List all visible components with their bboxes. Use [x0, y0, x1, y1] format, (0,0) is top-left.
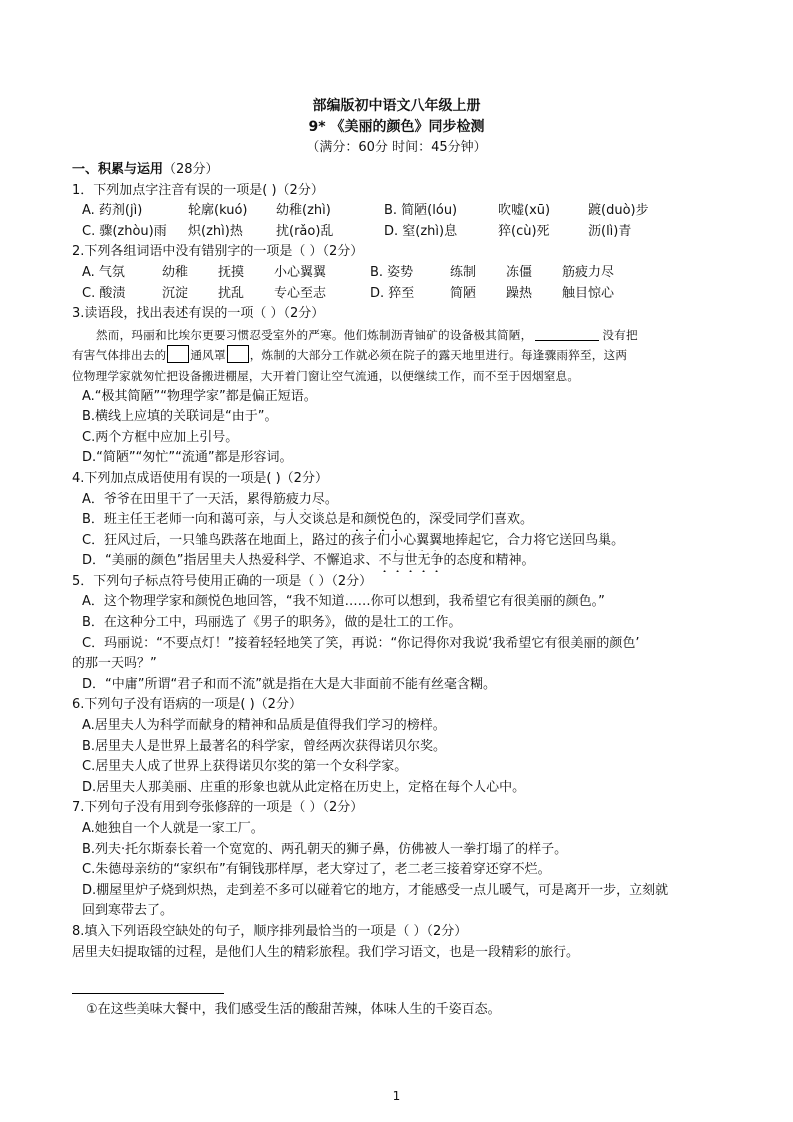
option-a: A.她独自一个人就是一家工厂。: [82, 821, 264, 836]
option-c: C.居里夫人成了世界上获得诺贝尔奖的第一个女科学家。: [82, 759, 408, 775]
section-heading: [72, 160, 724, 181]
option-d: D.居里夫人那美丽、庄重的形象也就从此定格在历史上，定格在每个人心中。: [82, 779, 526, 795]
footnote-divider: [72, 993, 224, 994]
option-text: D. 猝至: [370, 285, 415, 301]
option-text: A. 药剂(jì): [82, 203, 143, 219]
option-a: A．这个物理学家和颜悦色地回答，“我不知道……你可以想到，我希望它有很美丽的颜色。”: [82, 594, 605, 610]
option-a: A.“极其简陋”“物理学家”都是偏正短语。: [82, 388, 317, 404]
option-d: D．“中庸”所谓“君子和而不流”就是指在大是大非面前不能有丝毫含糊。: [82, 676, 496, 692]
option-text: 专心至志: [274, 285, 327, 301]
option-text: B. 简陋(lóu): [384, 203, 458, 219]
option-text: 沉淀: [162, 285, 189, 301]
option-b: [72, 510, 724, 531]
question-8-stem: 8.填入下列语段空缺处的句子，顺序排列最恰当的一项是（ ）（2分）: [72, 923, 468, 939]
dotted-idiom: 和颜悦色: [350, 512, 403, 528]
question-2-options-row-2: [72, 284, 724, 305]
option-text: A. 气氛: [82, 264, 125, 280]
dotted-idiom: 不与世无争: [378, 553, 444, 569]
option-text: 的，深受同学们喜欢。: [402, 512, 533, 528]
answer-box: [227, 345, 249, 363]
option-text: 冻僵: [506, 264, 533, 280]
option-c: C．玛丽说：“不要点灯！”接着轻轻地笑了笑，再说：“你记得你对我说‘我希望它有很美丽的颜色’: [82, 635, 640, 651]
option-text: 扰(rǎo)乱: [276, 223, 334, 239]
passage-text: 通风罩: [190, 348, 226, 363]
option-text: 沥(lì)青: [588, 223, 632, 239]
option-c: [72, 531, 724, 552]
question-5-stem: 5．下列句子标点符号使用正确的一项是（ ）（2分）: [72, 573, 373, 589]
document-title: 部编版初中语文八年级上册: [312, 98, 481, 114]
passage-line: 位物理学家就匆忙把设备搬进棚屋，大开着门窗让空气流通，以便继续工作，而不至于因烟窒息。: [72, 368, 580, 383]
option-b: B．在这种分工中，玛丽选了《男子的职务》，做的是壮工的工作。: [82, 615, 462, 631]
option-text: 炽(zhì)热: [188, 223, 243, 239]
fill-blank: [535, 326, 599, 341]
option-text: 的态度和精神。: [443, 553, 535, 569]
option-c: C.朱德母亲纺的“家织布”有铜钱那样厚，老大穿过了，老二老三接着穿还穿不烂。: [82, 862, 551, 878]
option-text: D. 窒(zhì)息: [384, 223, 458, 239]
option-text: 幼稚(zhì): [276, 203, 331, 219]
option-text: 小心翼翼: [274, 264, 327, 280]
option-text: 。: [324, 491, 338, 507]
option-d: [72, 551, 724, 572]
document-subtitle: 9* 《美丽的颜色》同步检测: [308, 119, 485, 135]
passage-text: 没有把: [602, 327, 638, 342]
option-text: B．班主任王老师一向和蔼可亲，与人交谈总是: [82, 512, 351, 528]
option-b: B.横线上应填的关联词是“由于”。: [82, 409, 278, 425]
option-text: A．爷爷在田里干了一天活，累得: [82, 491, 273, 507]
option-text: 吹嘘(xū): [498, 203, 551, 219]
question-1-stem: 1．下列加点字注音有误的一项是( )（2分）: [72, 182, 324, 198]
footnote: ①在这些美味大餐中，我们感受生活的酸甜苦辣，体味人生的千姿百态。: [86, 1002, 501, 1017]
passage-text: 然而，玛丽和比埃尔更要习惯忍受室外的严寒。他们炼制沥青铀矿的设备极其简陋，: [96, 327, 533, 342]
passage-line: [72, 345, 724, 366]
section-title: 一、积累与运用: [72, 162, 164, 177]
passage-text: 有害气体排出去的: [72, 348, 167, 363]
question-4-stem: 4.下列加点成语使用有误的一项是( )（2分）: [72, 470, 328, 486]
option-d-continued: 回到寒带去了。: [82, 903, 174, 919]
option-text: C. 酸渍: [82, 285, 126, 301]
option-text: 地捧起它，合力将它送回鸟巢。: [442, 532, 625, 548]
option-text: 练制: [450, 264, 477, 280]
question-6-stem: 6.下列句子没有语病的一项是( )（2分）: [72, 697, 302, 713]
question-2-stem: 2.下列各组词语中没有错别字的一项是（ ）（2分）: [72, 244, 364, 260]
option-text: 简陋: [450, 285, 477, 301]
option-text: 触目惊心: [562, 285, 615, 301]
question-7-stem: 7.下列句子没有用到夸张修辞的一项是（ ）（2分）: [72, 800, 364, 816]
question-list: [72, 160, 724, 963]
option-a: A.居里夫人为科学而献身的精神和品质是值得我们学习的榜样。: [82, 718, 446, 734]
dotted-idiom: 筋疲力尽: [272, 491, 325, 507]
option-d: D.棚屋里炉子烧到炽热，走到差不多可以碰着它的地方，才能感受一点儿暖气，可是离开一步，立刻就: [82, 882, 669, 898]
option-text: 猝(cù)死: [498, 223, 550, 239]
answer-box: [167, 345, 189, 363]
option-text: D．“美丽的颜色”指居里夫人热爱科学、不懈追求、: [82, 553, 379, 569]
passage-line: [72, 325, 724, 346]
option-text: 筋疲力尽: [562, 264, 615, 280]
option-b: B.列夫·托尔斯泰长着一个宽宽的、两孔朝天的狮子鼻，仿佛被人一拳打塌了的样子。: [82, 841, 568, 857]
question-3-stem: 3.读语段，找出表述有误的一项（ ）（2分）: [72, 306, 325, 322]
section-points: （28分）: [163, 162, 219, 177]
option-text: 踱(duò)步: [588, 203, 649, 219]
exam-meta: （满分：60分 时间：45分钟）: [306, 140, 487, 155]
option-text: 抚摸: [218, 264, 245, 280]
option-text: 轮廓(kuó): [188, 203, 248, 219]
question-8-passage: 居里夫妇提取镭的过程，是他们人生的精彩旅程。我们学习语文，也是一段精彩的旅行。: [72, 944, 580, 960]
dotted-idiom: 小心翼翼: [390, 532, 443, 548]
page-number: 1: [392, 1089, 401, 1103]
option-d: D.“简陋”“匆忙”“流通”都是形容词。: [82, 450, 293, 466]
option-text: 幼稚: [162, 264, 189, 280]
option-text: C．狂风过后，一只雏鸟跌落在地面上，路过的孩子们: [82, 532, 391, 548]
question-1-options-row-1: [72, 201, 724, 222]
option-text: 躁热: [506, 285, 533, 301]
passage-text: ，炼制的大部分工作就必须在院子的露天地里进行。每逢骤雨猝至，这两: [249, 348, 628, 363]
option-a: [72, 490, 724, 511]
option-c-continued: 的那一天吗？”: [72, 656, 157, 672]
option-text: C. 骤(zhòu)雨: [82, 223, 167, 239]
question-2-options-row-1: [72, 263, 724, 284]
question-1-options-row-2: [72, 222, 724, 243]
option-c: C.两个方框中应加上引号。: [82, 429, 239, 445]
option-text: 扰乱: [218, 285, 245, 301]
option-b: B.居里夫人是世界上最著名的科学家，曾经两次获得诺贝尔奖。: [82, 738, 447, 754]
option-text: B. 姿势: [370, 264, 414, 280]
